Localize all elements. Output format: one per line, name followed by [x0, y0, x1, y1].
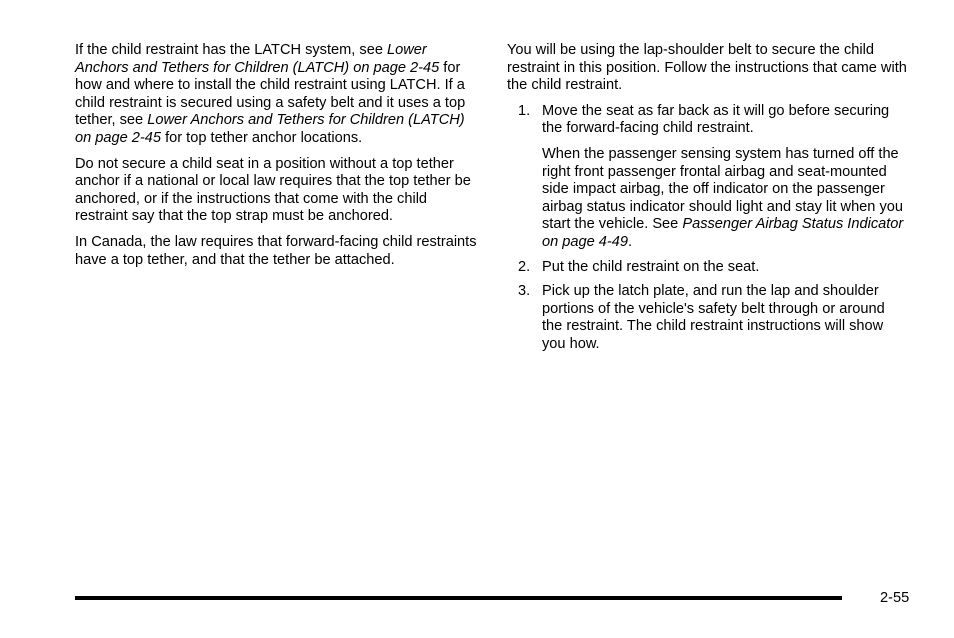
intro-paragraph: You will be using the lap-shoulder belt to secure the child restraint in this position. Follow the instructions that came with the child restraint. — [507, 42, 907, 94]
step-number: 3. — [518, 283, 531, 300]
step-number: 2. — [518, 258, 531, 275]
list-item — [507, 259, 907, 277]
airbag-indicator-reference-link[interactable]: Passenger Airbag Status Indicator on page 4-49 — [542, 216, 904, 250]
top-tether-paragraph: Do not secure a child seat in a position without a top tether anchor if a national or local law requires that the top tether be anchored, or if the instructions that come with the child restraint say that the top strap must be anchored. — [75, 155, 471, 225]
step-text: Pick up the latch plate, and run the lap and shoulder portions of the vehicle's safety belt through or around the restraint. The child restraint instructions will show you how. — [542, 283, 885, 352]
instruction-list — [507, 103, 907, 354]
canada-law-paragraph: In Canada, the law requires that forward-facing child restraints have a top tether, and that the tether be attached. — [75, 233, 477, 268]
footer-rule — [75, 596, 842, 600]
step-text: Put the child restraint on the seat. — [542, 258, 760, 275]
page-number: 2-55 — [880, 590, 910, 606]
step-note — [542, 146, 907, 252]
step-number: 1. — [518, 102, 531, 119]
list-item — [507, 283, 907, 353]
note-text: When the passenger sensing system has turned off the right front passenger frontal airbag and seat-mounted side impact airbag, the off indicator on the passenger airbag status indicator should light and stay lit when you start the vehicle. See — [542, 145, 904, 233]
paragraph-text: for how and where to install the child restraint using LATCH. If a child restraint is secured using a safety belt and it uses a top tether, see — [75, 59, 466, 129]
note-punctuation: . — [628, 233, 633, 250]
paragraph-text: for top tether anchor locations. — [161, 129, 363, 146]
left-column — [75, 42, 480, 277]
list-item — [507, 103, 907, 252]
latch-paragraph — [75, 42, 480, 148]
latch-reference-link[interactable]: Lower Anchors and Tethers for Children (LATCH) on page 2-45 — [75, 42, 440, 76]
latch-reference-link[interactable]: Lower Anchors and Tethers for Children (LATCH) on page 2-45 — [75, 112, 465, 146]
paragraph-text: If the child restraint has the LATCH system, see — [75, 42, 387, 58]
step-text: Move the seat as far back as it will go before securing the forward-facing child restraint. — [542, 102, 890, 137]
right-column — [507, 42, 907, 361]
